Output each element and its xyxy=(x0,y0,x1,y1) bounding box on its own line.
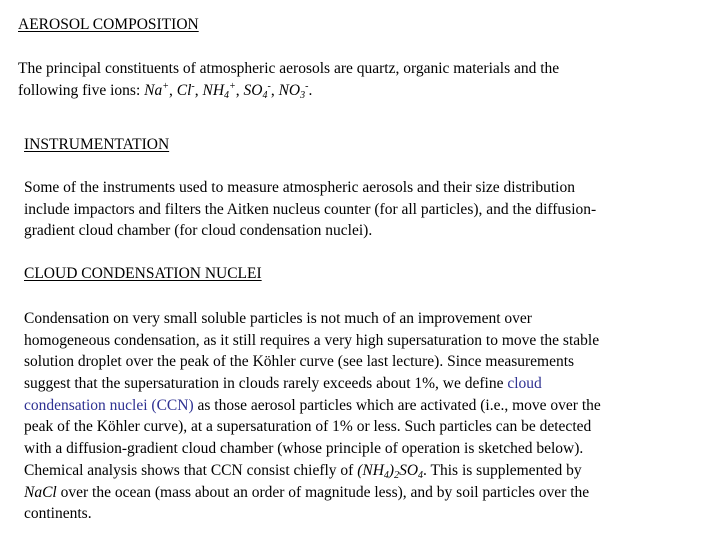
ccn-line-4: suggest that the supersaturation in clouds rarely exceeds about 1%, we define cloud xyxy=(24,375,542,393)
ccn-line-9: NaCl over the ocean (mass about an order of magnitude less), and by soil particles over the xyxy=(24,483,590,501)
ion-chloride: Cl- xyxy=(176,80,195,99)
section-heading-ccn: CLOUD CONDENSATION NUCLEI xyxy=(24,265,262,282)
ccn-line-8: Chemical analysis shows that CCN consist chiefly of $(NH_4)_2SO_4$. This is supplemented by xyxy=(24,461,582,481)
ion-nitrate: $NO_3^-$ xyxy=(278,80,309,101)
formula-ammonium-sulfate: $(NH_4)_2SO_4$ xyxy=(357,461,424,481)
ccn-line-2: homogeneous condensation, as it still requires a very high supersaturation to move the stable xyxy=(24,331,600,349)
instrumentation-line-3: gradient cloud chamber (for cloud condensation nuclei). xyxy=(24,222,373,240)
instrumentation-line-2: include impactors and filters the Aitken nucleus counter (for all particles), and the diffusion- xyxy=(24,200,597,218)
section-heading-aerosol-composition: AEROSOL COMPOSITION xyxy=(18,16,199,33)
composition-line-2: following five ions: Na+, Cl-, $NH_4^+$, $SO_4^-$, $NO_3^-$. xyxy=(18,80,313,101)
ccn-line-5: condensation nuclei (CCN) as those aerosol particles which are activated (i.e., move over the xyxy=(24,396,601,414)
ccn-term-link-continued[interactable]: condensation nuclei (CCN) xyxy=(24,396,194,414)
instrumentation-paragraph xyxy=(24,177,596,242)
ccn-line-3: solution droplet over the peak of the Köhler curve (see last lecture). Since measurements xyxy=(24,353,575,371)
instrumentation-line-1: Some of the instruments used to measure atmospheric aerosols and their size distribution xyxy=(24,179,575,196)
ccn-term-link[interactable]: cloud xyxy=(507,375,542,393)
ccn-line-7: with a diffusion-gradient cloud chamber (whose principle of operation is sketched below). xyxy=(24,440,584,458)
section-heading-instrumentation: INSTRUMENTATION xyxy=(24,136,170,153)
composition-line-1: The principal constituents of atmospheric aerosols are quartz, organic materials and the xyxy=(18,60,560,77)
ccn-line-6: peak of the Köhler curve), at a supersaturation of 1% or less. Such particles can be detected xyxy=(24,418,592,436)
ccn-line-1: Condensation on very small soluble particles is not much of an improvement over xyxy=(24,310,532,327)
ion-sodium: Na+ xyxy=(144,80,169,99)
ion-sulfate: $SO_4^-$ xyxy=(243,80,271,101)
ccn-line-10: continents. xyxy=(24,505,92,523)
ion-ammonium: $NH_4^+$ xyxy=(202,80,236,101)
ccn-paragraph xyxy=(24,308,601,525)
formula-sodium-chloride: NaCl xyxy=(24,483,57,501)
composition-paragraph xyxy=(18,58,559,101)
